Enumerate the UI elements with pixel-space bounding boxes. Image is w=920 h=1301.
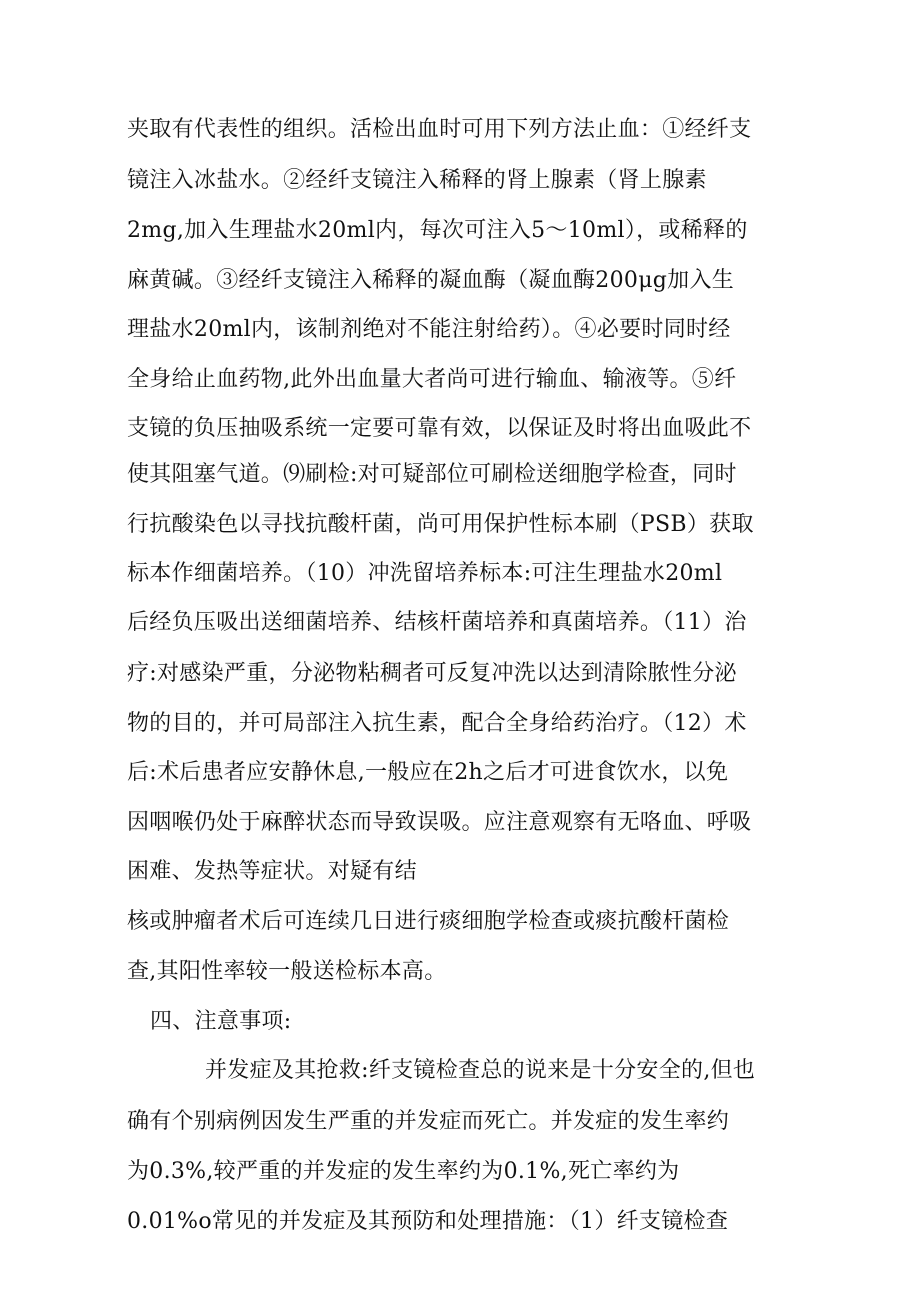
paragraph-line: 镜注入冰盐水。②经纤支镜注入稀释的肾上腺素（肾上腺素 xyxy=(127,168,707,193)
paragraph-line: 2mg,加入生理盐水20ml内，每次可注入5～10ml），或稀释的 xyxy=(127,218,748,243)
paragraph-line: 支镜的负压抽吸系统一定要可靠有效，以保证及时将出血吸此不 xyxy=(127,416,752,441)
paragraph-line: 因咽喉仍处于麻醉状态而导致误吸。应注意观察有无咯血、呼吸 xyxy=(127,810,752,835)
paragraph-line: 核或肿瘤者术后可连续几日进行痰细胞学检查或痰抗酸杆菌检 xyxy=(127,909,730,934)
section-paragraph-line: 0.01%o常见的并发症及其预防和处理措施：（1）纤支镜检查 xyxy=(127,1209,729,1234)
paragraph-line: 使其阻塞气道。⑼刷检:对可疑部位可刷检送细胞学检查，同时 xyxy=(127,462,737,487)
section-paragraph-line: 并发症及其抢救:纤支镜检查总的说来是十分安全的,但也 xyxy=(205,1058,756,1083)
paragraph-line: 困难、发热等症状。对疑有结 xyxy=(127,859,417,884)
section-paragraph-line: 为0.3%,较严重的并发症的发生率约为0.1%,死亡率约为 xyxy=(127,1159,680,1184)
paragraph-line: 标本作细菌培养。（10）冲洗留培养标本:可注生理盐水20ml xyxy=(127,561,723,586)
paragraph-line: 麻黄碱。③经纤支镜注入稀释的凝血酶（凝血酶200μg加入生 xyxy=(127,268,735,293)
paragraph-line: 物的目的，并可局部注入抗生素，配合全身给药治疗。（12）术 xyxy=(127,711,747,736)
paragraph-line: 查,其阳性率较一般送检标本高。 xyxy=(127,959,447,984)
paragraph-line: 后:术后患者应安静休息,一般应在2h之后才可进食饮水，以免 xyxy=(127,760,729,785)
section-paragraph-line: 确有个别病例因发生严重的并发症而死亡。并发症的发生率约 xyxy=(127,1109,730,1134)
paragraph-line: 后经负压吸出送细菌培养、结核杆菌培养和真菌培养。（11）治 xyxy=(127,610,747,635)
section-heading: 四、注意事项: xyxy=(150,1009,292,1034)
paragraph-line: 全身给止血药物,此外出血量大者尚可进行输血、输液等。⑤纤 xyxy=(127,367,737,392)
paragraph-line: 疗:对感染严重，分泌物粘稠者可反复冲洗以达到清除脓性分泌 xyxy=(127,661,737,686)
paragraph-line: 理盐水20ml内，该制剂绝对不能注射给药）。④必要时同时经 xyxy=(127,317,731,342)
paragraph-line: 行抗酸染色以寻找抗酸杆菌，尚可用保护性标本刷（PSB）获取 xyxy=(127,512,754,537)
paragraph-line: 夹取有代表性的组织。活检出血时可用下列方法止血：①经纤支 xyxy=(127,117,752,142)
